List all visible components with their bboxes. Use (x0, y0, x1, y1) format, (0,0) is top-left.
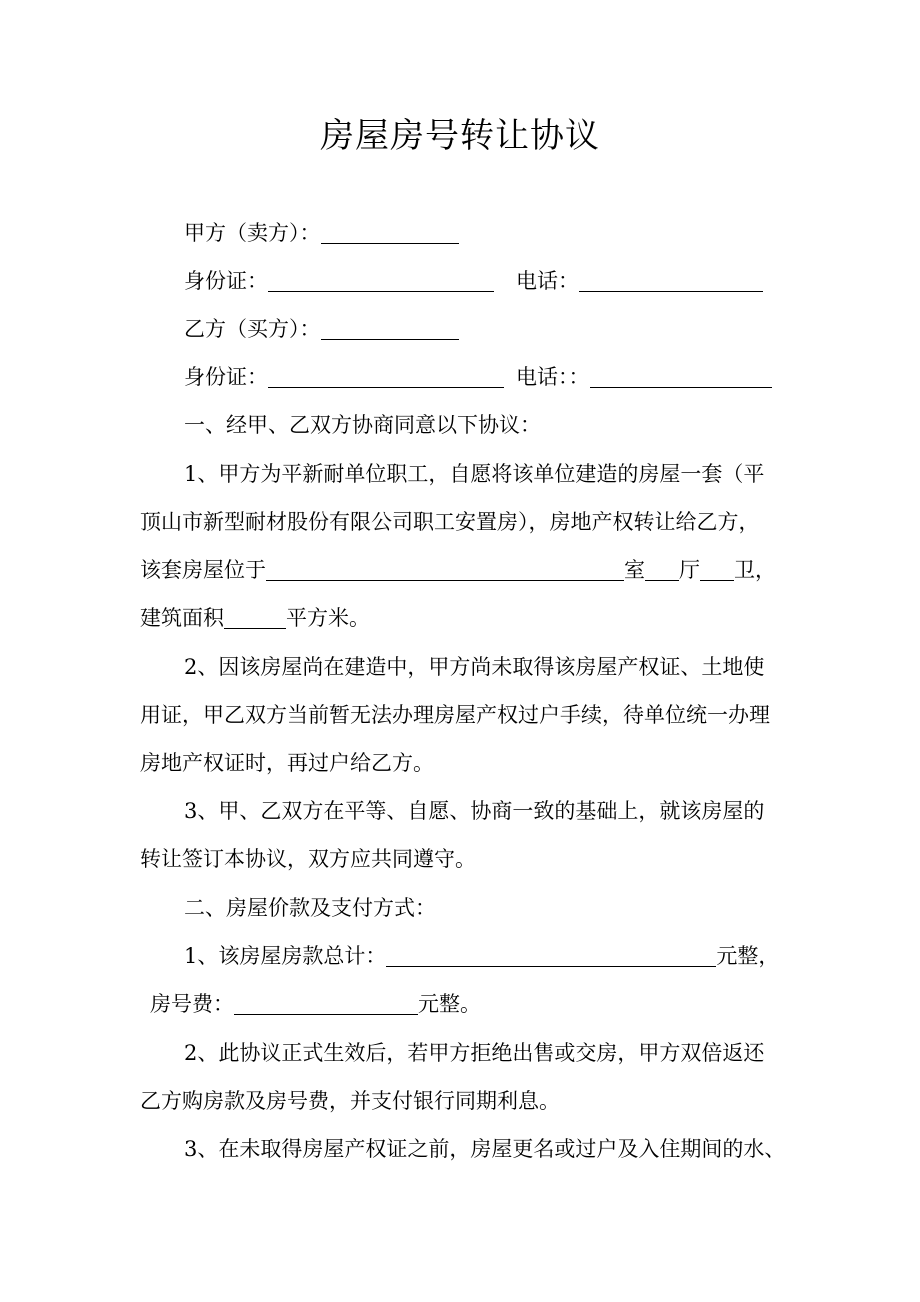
party-a-id-line (184, 266, 763, 296)
room-blank[interactable] (645, 558, 679, 581)
house-location-blank[interactable] (266, 558, 624, 581)
area-unit: 平方米。 (286, 606, 370, 630)
s1-item2-line1: 2、因该房屋尚在建造中，甲方尚未取得该房屋产权证、土地使 (184, 655, 765, 679)
total-price-suffix: 元整， (716, 944, 780, 968)
s2-item2-line2: 乙方购房款及房号费，并支付银行同期利息。 (140, 1089, 560, 1113)
s1-item1-line2: 顶山市新型耐材股份有限公司职工安置房），房地产权转让给乙方， (140, 510, 760, 534)
house-number-fee-suffix: 元整。 (418, 992, 481, 1016)
document-title: 房屋房号转让协议 (320, 116, 600, 156)
total-price-blank[interactable] (386, 944, 716, 967)
s1-item1-line1: 1、甲方为平新耐单位职工，自愿将该单位建造的房屋一套（平 (184, 462, 765, 486)
section1-heading: 一、经甲、乙双方协商同意以下协议： (184, 413, 541, 437)
party-a-phone-blank[interactable] (579, 269, 763, 292)
bath-label: 卫， (734, 558, 776, 582)
hall-blank[interactable] (700, 558, 734, 581)
s1-item2-line2: 用证，甲乙双方当前暂无法办理房屋产权过户手续，待单位统一办理 (140, 703, 770, 727)
party-b-line (184, 314, 459, 344)
area-label: 建筑面积 (140, 606, 224, 630)
s2-item1-line1 (184, 941, 779, 971)
area-blank[interactable] (224, 606, 286, 629)
total-price-label: 1、该房屋房款总计： (184, 944, 387, 968)
s2-item1-line2 (150, 989, 481, 1019)
id-label-a: 身份证： (184, 269, 268, 293)
s1-item2-line3: 房地产权证时，再过户给乙方。 (140, 751, 434, 775)
party-b-id-line (184, 362, 772, 392)
house-number-fee-label: 房号费： (150, 992, 234, 1016)
s1-item1-line4 (140, 603, 370, 633)
party-a-blank[interactable] (321, 221, 459, 244)
party-a-id-blank[interactable] (268, 269, 494, 292)
phone-label-b: 电话：： (516, 365, 590, 389)
s1-item3-line1: 3、甲、乙双方在平等、自愿、协商一致的基础上，就该房屋的 (184, 799, 765, 823)
section2-heading: 二、房屋价款及支付方式： (184, 896, 436, 920)
house-number-fee-blank[interactable] (234, 992, 418, 1015)
party-b-label: 乙方（买方）： (184, 317, 321, 341)
party-b-id-blank[interactable] (268, 365, 504, 388)
s1-item1-line3 (140, 555, 776, 585)
s1-item3-line2: 转让签订本协议，双方应共同遵守。 (140, 847, 476, 871)
phone-label-a: 电话： (516, 269, 579, 293)
house-location-label: 该套房屋位于 (140, 558, 266, 582)
party-b-phone-blank[interactable] (590, 365, 772, 388)
s2-item2-line1: 2、此协议正式生效后，若甲方拒绝出售或交房，甲方双倍返还 (184, 1041, 765, 1065)
party-a-label: 甲方（卖方）： (184, 221, 321, 245)
id-label-b: 身份证： (184, 365, 268, 389)
party-a-line (184, 218, 459, 248)
party-b-blank[interactable] (321, 317, 459, 340)
hall-label: 厅 (679, 558, 700, 582)
room-label: 室 (624, 558, 645, 582)
s2-item3-line1: 3、在未取得房屋产权证之前，房屋更名或过户及入住期间的水、 (184, 1137, 786, 1161)
